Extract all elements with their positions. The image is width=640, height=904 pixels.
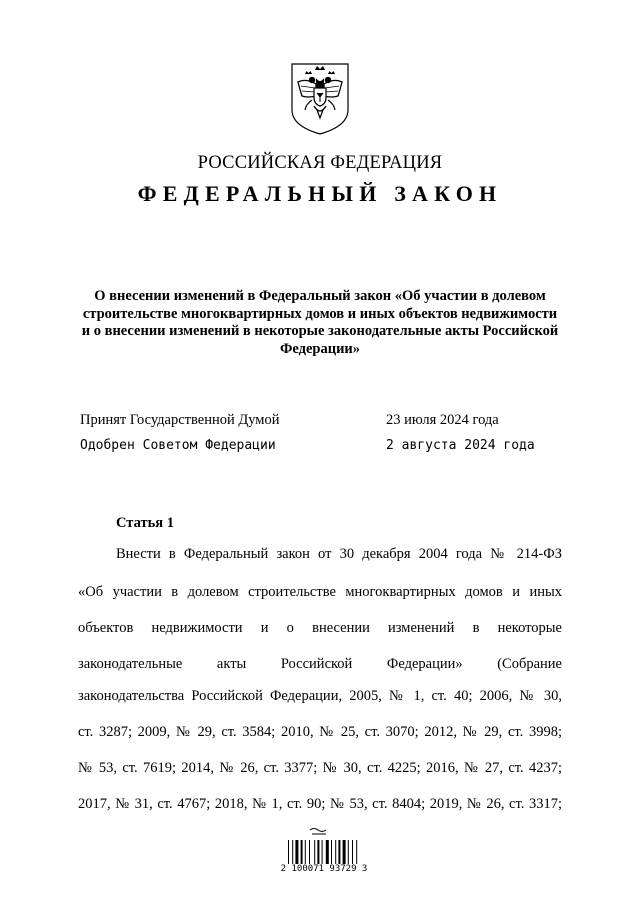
law-title: О внесении изменений в Федеральный закон «Об участии в долевом строительстве многоквартирных домов и иных объектов недвижимости и о внесении изменений в некоторые законодательные акты Российской Федерации» [81, 288, 559, 357]
article-line: объектов недвижимости и о внесении изменений в некоторые [78, 620, 562, 636]
council-approval-date: 2 августа 2024 года [386, 438, 535, 453]
barcode-number: 2 100071 93729 3 [280, 864, 368, 874]
article-line: Внести в Федеральный закон от 30 декабря 2004 года № 214-ФЗ [116, 546, 562, 562]
duma-adoption-date: 23 июля 2024 года [386, 412, 499, 428]
council-approval-label: Одобрен Советом Федерации [80, 438, 276, 453]
law-type-heading: ФЕДЕРАЛЬНЫЙ ЗАКОН [137, 181, 503, 206]
article-heading: Статья 1 [116, 515, 174, 531]
duma-adoption-label: Принят Государственной Думой [80, 412, 280, 428]
article-line: 2017, № 31, ст. 4767; 2018, № 1, ст. 90; № 53, ст. 8404; 2019, № 26, ст. 3317; [78, 796, 562, 812]
country-name: РОССИЙСКАЯ ФЕДЕРАЦИЯ [197, 153, 443, 173]
article-line: законодательные акты Российской Федерации» (Собрание [78, 656, 562, 672]
article-line: № 53, ст. 7619; 2014, № 26, ст. 3377; № 30, ст. 4225; 2016, № 27, ст. 4237; [78, 760, 562, 776]
article-line: «Об участии в долевом строительстве многоквартирных домов и иных [78, 584, 562, 600]
initials-mark-icon [310, 829, 326, 835]
article-line: законодательства Российской Федерации, 2005, № 1, ст. 40; 2006, № 30, [78, 688, 562, 704]
article-line: ст. 3287; 2009, № 29, ст. 3584; 2010, № 25, ст. 3070; 2012, № 29, ст. 3998; [78, 724, 562, 740]
coat-of-arms-icon [288, 60, 352, 136]
